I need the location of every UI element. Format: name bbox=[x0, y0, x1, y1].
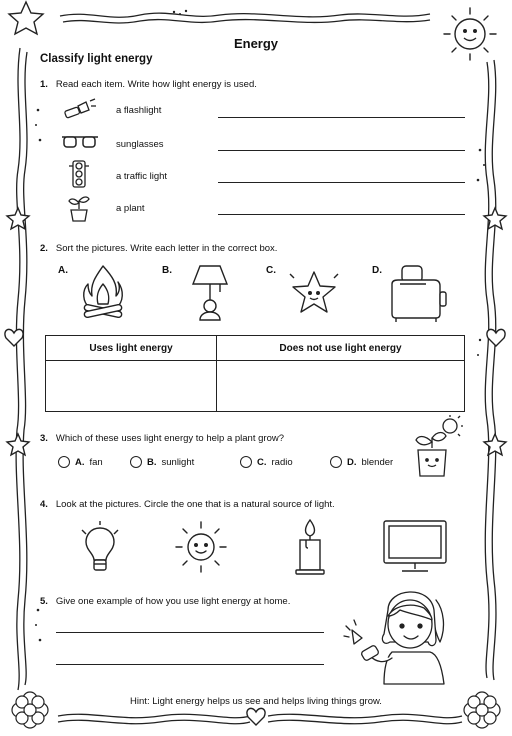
option-letter: C. bbox=[257, 456, 267, 468]
option-letter: D. bbox=[347, 456, 357, 468]
lightbulb-icon bbox=[78, 520, 122, 576]
star-icon bbox=[286, 266, 342, 322]
table-header: Does not use light energy bbox=[216, 336, 464, 361]
traffic-light-icon bbox=[68, 160, 90, 190]
flashlight-icon bbox=[62, 98, 98, 122]
picture-letter: A. bbox=[58, 265, 68, 276]
sorting-table bbox=[45, 335, 465, 412]
option-text: sunlight bbox=[161, 456, 195, 468]
option-d[interactable] bbox=[330, 456, 393, 468]
hint-text: Hint: Light energy helps us see and helps living things grow. bbox=[130, 696, 382, 707]
answer-box-uses-light[interactable] bbox=[46, 361, 217, 412]
radio-button[interactable] bbox=[330, 456, 342, 468]
lamp-icon bbox=[190, 262, 230, 324]
option-text: fan bbox=[89, 456, 103, 468]
option-text: radio bbox=[271, 456, 293, 468]
campfire-icon bbox=[78, 262, 128, 324]
radio-button[interactable] bbox=[130, 456, 142, 468]
question-4 bbox=[40, 499, 335, 510]
question-number: 5. bbox=[40, 596, 48, 607]
girl-with-flashlight-illustration bbox=[340, 580, 452, 690]
question-5 bbox=[40, 596, 290, 607]
question-text: Give one example of how you use light energy at home. bbox=[55, 596, 291, 607]
question-text: Read each item. Write how light energy is used. bbox=[55, 79, 257, 90]
monitor-icon bbox=[382, 519, 448, 575]
question-number: 2. bbox=[40, 243, 48, 254]
page-title: Energy bbox=[233, 36, 279, 51]
option-a[interactable] bbox=[58, 456, 103, 468]
answer-line[interactable] bbox=[218, 150, 465, 151]
section-subtitle: Classify light energy bbox=[40, 53, 153, 65]
option-c[interactable] bbox=[240, 456, 293, 468]
item-label: a traffic light bbox=[116, 171, 168, 182]
item-label: a flashlight bbox=[116, 105, 162, 116]
plant-icon bbox=[66, 193, 92, 223]
picture-letter: D. bbox=[372, 265, 382, 276]
question-text: Which of these uses light energy to help a plant grow? bbox=[55, 433, 284, 444]
question-2 bbox=[40, 243, 277, 254]
option-letter: A. bbox=[75, 456, 85, 468]
toaster-icon bbox=[388, 262, 450, 324]
item-label: sunglasses bbox=[116, 139, 164, 150]
question-text: Look at the pictures. Circle the one that is a natural source of light. bbox=[55, 499, 335, 510]
option-b[interactable] bbox=[130, 456, 194, 468]
sun-icon bbox=[172, 518, 230, 576]
question-3 bbox=[40, 433, 284, 444]
option-text: blender bbox=[361, 456, 394, 468]
question-number: 1. bbox=[40, 79, 48, 90]
sunglasses-icon bbox=[60, 133, 100, 151]
answer-line[interactable] bbox=[56, 664, 324, 665]
question-number: 3. bbox=[40, 433, 48, 444]
answer-line[interactable] bbox=[218, 182, 465, 183]
potted-plant-sun-icon bbox=[410, 414, 466, 478]
question-1 bbox=[40, 79, 257, 90]
picture-letter: C. bbox=[266, 265, 276, 276]
candle-icon bbox=[292, 518, 328, 576]
option-letter: B. bbox=[147, 456, 157, 468]
table-header: Uses light energy bbox=[46, 336, 217, 361]
answer-box-no-light[interactable] bbox=[216, 361, 464, 412]
answer-line[interactable] bbox=[218, 214, 465, 215]
answer-line[interactable] bbox=[218, 117, 465, 118]
question-number: 4. bbox=[40, 499, 48, 510]
answer-line[interactable] bbox=[56, 632, 324, 633]
item-label: a plant bbox=[116, 203, 145, 214]
radio-button[interactable] bbox=[58, 456, 70, 468]
radio-button[interactable] bbox=[240, 456, 252, 468]
picture-letter: B. bbox=[162, 265, 172, 276]
question-text: Sort the pictures. Write each letter in the correct box. bbox=[55, 243, 278, 254]
